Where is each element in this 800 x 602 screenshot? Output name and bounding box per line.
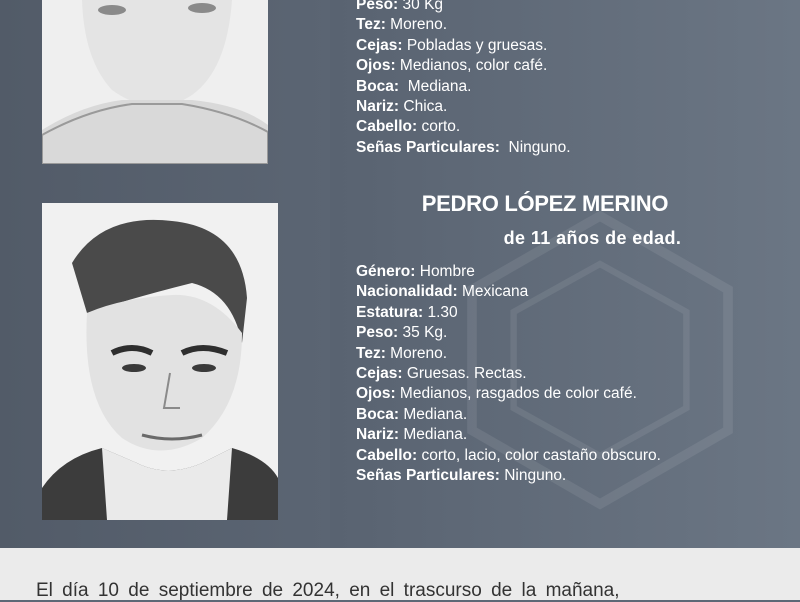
detail-label: Boca: [356, 405, 400, 423]
detail-value: Chica. [399, 98, 448, 116]
detail-row [356, 77, 571, 97]
detail-row [356, 425, 661, 445]
detail-value: Mediana. [399, 426, 468, 444]
detail-value: Moreno. [385, 344, 448, 362]
person1-photo [42, 0, 268, 164]
detail-label: Tez: [356, 344, 386, 362]
detail-label: Cejas: [356, 36, 403, 54]
description-text: El día 10 de septiembre de 2024, en el trascurso de la mañana, [36, 580, 620, 601]
detail-value: 35 Kg. [398, 324, 448, 342]
detail-label: Peso: [356, 0, 399, 13]
detail-row [356, 56, 571, 76]
detail-value: Moreno. [385, 16, 448, 34]
detail-value: corto. [417, 118, 461, 136]
detail-row [356, 405, 661, 425]
detail-row [356, 97, 571, 117]
detail-label: Nariz: [356, 98, 400, 116]
detail-value: corto, lacio, color castaño obscuro. [417, 446, 661, 464]
person2-photo [42, 203, 278, 520]
detail-label: Género: [356, 263, 416, 280]
detail-value: Medianos, color café. [395, 57, 548, 75]
detail-row [356, 138, 571, 158]
detail-value: Ninguno. [499, 467, 567, 485]
detail-row [356, 323, 661, 343]
detail-row [356, 303, 661, 323]
detail-label: Señas Particulares: [356, 467, 500, 485]
person1-details [356, 0, 571, 158]
detail-label: Cabello: [356, 118, 418, 136]
detail-row [356, 117, 571, 137]
detail-value: Hombre [415, 263, 475, 280]
detail-row [356, 384, 661, 404]
detail-label: Cabello: [356, 446, 418, 464]
detail-value: Mediana. [399, 77, 472, 95]
detail-label: Ojos: [356, 385, 396, 403]
detail-row [356, 344, 661, 364]
detail-label: Estatura: [356, 303, 424, 321]
detail-row [356, 364, 661, 384]
detail-row [356, 0, 571, 15]
detail-label: Nariz: [356, 426, 400, 444]
detail-row [356, 466, 661, 486]
detail-row [356, 15, 571, 35]
detail-label: Cejas: [356, 365, 403, 383]
detail-row [356, 262, 661, 282]
detail-value: 30 Kg [398, 0, 444, 13]
detail-value: Ninguno. [499, 138, 571, 156]
detail-row [356, 36, 571, 56]
detail-value: 1.30 [423, 303, 458, 321]
detail-value: Mexicana [457, 283, 529, 301]
person2-name: PEDRO LÓPEZ MERINO [421, 191, 669, 216]
person2-details [356, 262, 661, 486]
detail-value: Pobladas y gruesas. [402, 36, 548, 54]
detail-label: Boca: [356, 77, 400, 95]
detail-value: Mediana. [399, 405, 468, 423]
detail-label: Ojos: [356, 57, 396, 75]
detail-row [356, 446, 661, 466]
detail-label: Señas Particulares: [356, 138, 500, 156]
detail-value: Medianos, rasgados de color café. [395, 385, 637, 403]
detail-row [356, 282, 661, 302]
detail-label: Nacionalidad: [356, 283, 458, 301]
detail-label: Tez: [356, 16, 386, 34]
detail-label: Peso: [356, 324, 399, 342]
person2-age: de 11 años de edad. [503, 228, 682, 248]
detail-value: Gruesas. Rectas. [402, 365, 527, 383]
